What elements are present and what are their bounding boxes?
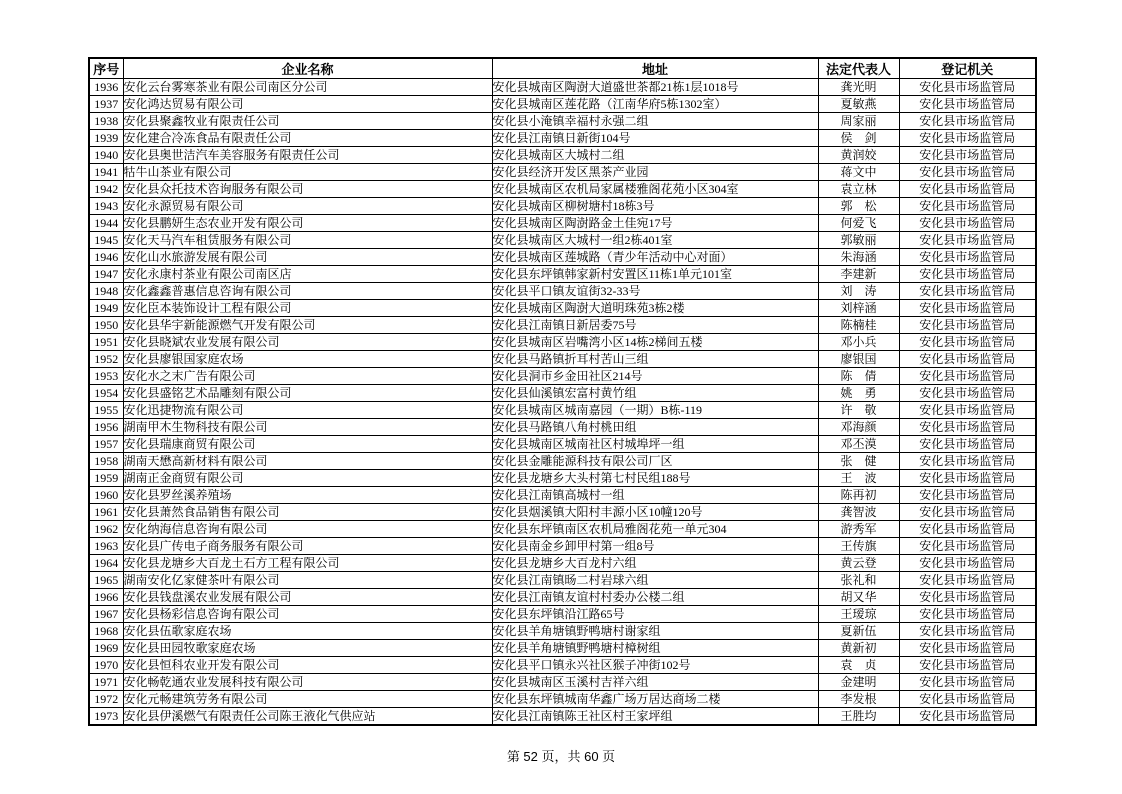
cell-registration-authority: 安化县市场监管局 — [899, 504, 1036, 521]
cell-company-name: 安化县恒科农业开发有限公司 — [123, 657, 492, 674]
cell-address: 安化县城南区陶澍大道盛世茶都21栋1层1018号 — [492, 79, 818, 96]
cell-company-name: 湖南安化亿家健茶叶有限公司 — [123, 572, 492, 589]
page-number-footer: 第 52 页，共 60 页 — [506, 749, 616, 764]
cell-serial: 1973 — [89, 708, 123, 726]
cell-company-name: 安化县华宇新能源燃气开发有限公司 — [123, 317, 492, 334]
cell-legal-representative: 黄润姣 — [818, 147, 899, 164]
cell-legal-representative: 张礼和 — [818, 572, 899, 589]
table-row — [89, 453, 1036, 470]
table-row — [89, 572, 1036, 589]
cell-address: 安化县羊角塘镇野鸭塘村樟树组 — [492, 640, 818, 657]
cell-address: 安化县城南区莲花路（江南华府5栋1302室） — [492, 96, 818, 113]
cell-address: 安化县城南区大城村二组 — [492, 147, 818, 164]
cell-serial: 1948 — [89, 283, 123, 300]
cell-serial: 1971 — [89, 674, 123, 691]
table-row — [89, 504, 1036, 521]
table-row — [89, 419, 1036, 436]
cell-serial: 1952 — [89, 351, 123, 368]
cell-company-name: 安化鑫鑫普惠信息咨询有限公司 — [123, 283, 492, 300]
cell-serial: 1946 — [89, 249, 123, 266]
cell-legal-representative: 陈楠桂 — [818, 317, 899, 334]
cell-legal-representative: 王传旗 — [818, 538, 899, 555]
table-row — [89, 385, 1036, 402]
cell-serial: 1972 — [89, 691, 123, 708]
cell-address: 安化县平口镇友谊街32-33号 — [492, 283, 818, 300]
cell-serial: 1950 — [89, 317, 123, 334]
table-row — [89, 708, 1036, 726]
cell-serial: 1947 — [89, 266, 123, 283]
cell-company-name: 安化山水旅游发展有限公司 — [123, 249, 492, 266]
cell-serial: 1969 — [89, 640, 123, 657]
table-row — [89, 317, 1036, 334]
table-row — [89, 96, 1036, 113]
cell-company-name: 安化县瑞康商贸有限公司 — [123, 436, 492, 453]
cell-registration-authority: 安化县市场监管局 — [899, 266, 1036, 283]
cell-serial: 1942 — [89, 181, 123, 198]
header-address: 地址 — [492, 58, 818, 79]
cell-registration-authority: 安化县市场监管局 — [899, 317, 1036, 334]
cell-company-name: 安化县奥世洁汽车美容服务有限责任公司 — [123, 147, 492, 164]
cell-legal-representative: 黄云登 — [818, 555, 899, 572]
table-row — [89, 249, 1036, 266]
cell-address: 安化县江南镇陈王社区村王家坪组 — [492, 708, 818, 726]
cell-legal-representative: 周家丽 — [818, 113, 899, 130]
table-row — [89, 334, 1036, 351]
cell-company-name: 安化县伍歌家庭农场 — [123, 623, 492, 640]
cell-legal-representative: 李建新 — [818, 266, 899, 283]
cell-legal-representative: 游秀军 — [818, 521, 899, 538]
cell-legal-representative: 蒋文中 — [818, 164, 899, 181]
cell-registration-authority: 安化县市场监管局 — [899, 521, 1036, 538]
table-row — [89, 232, 1036, 249]
cell-registration-authority: 安化县市场监管局 — [899, 708, 1036, 726]
cell-company-name: 安化县伊溪燃气有限责任公司陈王液化气供应站 — [123, 708, 492, 726]
cell-registration-authority: 安化县市场监管局 — [899, 402, 1036, 419]
cell-address: 安化县江南镇高城村一组 — [492, 487, 818, 504]
cell-address: 安化县城南区柳树塘村18栋3号 — [492, 198, 818, 215]
cell-serial: 1967 — [89, 606, 123, 623]
cell-registration-authority: 安化县市场监管局 — [899, 249, 1036, 266]
cell-serial: 1937 — [89, 96, 123, 113]
cell-registration-authority: 安化县市场监管局 — [899, 538, 1036, 555]
table-row — [89, 623, 1036, 640]
cell-address: 安化县江南镇日新街104号 — [492, 130, 818, 147]
cell-registration-authority: 安化县市场监管局 — [899, 691, 1036, 708]
cell-address: 安化县经济开发区黑茶产业园 — [492, 164, 818, 181]
cell-legal-representative: 王胜均 — [818, 708, 899, 726]
cell-legal-representative: 郭敏丽 — [818, 232, 899, 249]
cell-serial: 1965 — [89, 572, 123, 589]
cell-registration-authority: 安化县市场监管局 — [899, 470, 1036, 487]
cell-address: 安化县东坪镇南区农机局雅阁花苑一单元304 — [492, 521, 818, 538]
cell-serial: 1961 — [89, 504, 123, 521]
cell-legal-representative: 龚光明 — [818, 79, 899, 96]
table-row — [89, 266, 1036, 283]
cell-serial: 1936 — [89, 79, 123, 96]
cell-serial: 1964 — [89, 555, 123, 572]
cell-registration-authority: 安化县市场监管局 — [899, 589, 1036, 606]
table-row — [89, 130, 1036, 147]
header-company-name: 企业名称 — [123, 58, 492, 79]
cell-legal-representative: 黄新初 — [818, 640, 899, 657]
cell-serial: 1968 — [89, 623, 123, 640]
cell-address: 安化县仙溪镇宏富村黄竹组 — [492, 385, 818, 402]
table-header-row — [89, 58, 1036, 79]
cell-serial: 1938 — [89, 113, 123, 130]
cell-registration-authority: 安化县市场监管局 — [899, 487, 1036, 504]
cell-address: 安化县小淹镇幸福村永强二组 — [492, 113, 818, 130]
cell-registration-authority: 安化县市场监管局 — [899, 181, 1036, 198]
cell-company-name: 安化县盛铭艺术品雕刻有限公司 — [123, 385, 492, 402]
cell-serial: 1963 — [89, 538, 123, 555]
cell-address: 安化县城南区大城村一组2栋401室 — [492, 232, 818, 249]
cell-address: 安化县南金乡卸甲村第一组8号 — [492, 538, 818, 555]
cell-serial: 1958 — [89, 453, 123, 470]
table-row — [89, 368, 1036, 385]
cell-legal-representative: 侯 剑 — [818, 130, 899, 147]
cell-registration-authority: 安化县市场监管局 — [899, 164, 1036, 181]
cell-registration-authority: 安化县市场监管局 — [899, 334, 1036, 351]
cell-legal-representative: 邓小兵 — [818, 334, 899, 351]
cell-registration-authority: 安化县市场监管局 — [899, 113, 1036, 130]
table-row — [89, 691, 1036, 708]
table-row — [89, 351, 1036, 368]
cell-registration-authority: 安化县市场监管局 — [899, 606, 1036, 623]
cell-company-name: 安化县众托技术咨询服务有限公司 — [123, 181, 492, 198]
table-row — [89, 657, 1036, 674]
table-row — [89, 181, 1036, 198]
table-row — [89, 538, 1036, 555]
enterprise-registry-table — [88, 57, 1037, 726]
table-row — [89, 589, 1036, 606]
cell-serial: 1960 — [89, 487, 123, 504]
cell-company-name: 安化建合冷冻食品有限责任公司 — [123, 130, 492, 147]
cell-legal-representative: 金建明 — [818, 674, 899, 691]
header-serial: 序号 — [89, 58, 123, 79]
cell-legal-representative: 廖银国 — [818, 351, 899, 368]
cell-registration-authority: 安化县市场监管局 — [899, 232, 1036, 249]
cell-address: 安化县江南镇友谊村村委办公楼二组 — [492, 589, 818, 606]
cell-address: 安化县马路镇折耳村苦山三组 — [492, 351, 818, 368]
cell-legal-representative: 龚智波 — [818, 504, 899, 521]
cell-address: 安化县洞市乡金田社区214号 — [492, 368, 818, 385]
cell-serial: 1966 — [89, 589, 123, 606]
cell-company-name: 安化县聚鑫牧业有限责任公司 — [123, 113, 492, 130]
cell-serial: 1956 — [89, 419, 123, 436]
cell-address: 安化县平口镇永兴社区猴子冲街102号 — [492, 657, 818, 674]
cell-address: 安化县马路镇八角村桃田组 — [492, 419, 818, 436]
cell-registration-authority: 安化县市场监管局 — [899, 674, 1036, 691]
table-row — [89, 470, 1036, 487]
cell-company-name: 湖南天懋高新材料有限公司 — [123, 453, 492, 470]
cell-address: 安化县江南镇旸二村岩球六组 — [492, 572, 818, 589]
cell-company-name: 安化县晓斌农业发展有限公司 — [123, 334, 492, 351]
cell-serial: 1959 — [89, 470, 123, 487]
cell-serial: 1957 — [89, 436, 123, 453]
cell-company-name: 安化纳海信息咨询有限公司 — [123, 521, 492, 538]
cell-company-name: 安化臣本装饰设计工程有限公司 — [123, 300, 492, 317]
cell-legal-representative: 郭 松 — [818, 198, 899, 215]
table-row — [89, 198, 1036, 215]
table-row — [89, 113, 1036, 130]
cell-serial: 1945 — [89, 232, 123, 249]
cell-company-name: 湖南甲木生物科技有限公司 — [123, 419, 492, 436]
cell-legal-representative: 李发根 — [818, 691, 899, 708]
cell-address: 安化县城南区农机局家属楼雅阁花苑小区304室 — [492, 181, 818, 198]
cell-registration-authority: 安化县市场监管局 — [899, 453, 1036, 470]
cell-registration-authority: 安化县市场监管局 — [899, 130, 1036, 147]
cell-company-name: 安化永康村茶业有限公司南区店 — [123, 266, 492, 283]
table-row — [89, 674, 1036, 691]
cell-registration-authority: 安化县市场监管局 — [899, 198, 1036, 215]
cell-address: 安化县城南区城南嘉园（一期）B栋-119 — [492, 402, 818, 419]
cell-company-name: 安化县龙塘乡大百龙土石方工程有限公司 — [123, 555, 492, 572]
cell-legal-representative: 王 波 — [818, 470, 899, 487]
cell-company-name: 安化永源贸易有限公司 — [123, 198, 492, 215]
cell-company-name: 安化县杨彩信息咨询有限公司 — [123, 606, 492, 623]
cell-address: 安化县城南区陶澍路金土佳宛17号 — [492, 215, 818, 232]
cell-serial: 1954 — [89, 385, 123, 402]
cell-serial: 1940 — [89, 147, 123, 164]
cell-legal-representative: 何爱飞 — [818, 215, 899, 232]
table-row — [89, 215, 1036, 232]
cell-serial: 1941 — [89, 164, 123, 181]
cell-registration-authority: 安化县市场监管局 — [899, 96, 1036, 113]
cell-company-name: 安化县萧然食品销售有限公司 — [123, 504, 492, 521]
cell-legal-representative: 张 健 — [818, 453, 899, 470]
cell-address: 安化县城南区莲城路（青少年活动中心对面） — [492, 249, 818, 266]
cell-company-name: 安化县罗丝溪养殖场 — [123, 487, 492, 504]
table-row — [89, 640, 1036, 657]
cell-registration-authority: 安化县市场监管局 — [899, 419, 1036, 436]
cell-legal-representative: 胡又华 — [818, 589, 899, 606]
cell-registration-authority: 安化县市场监管局 — [899, 215, 1036, 232]
cell-company-name: 湖南正金商贸有限公司 — [123, 470, 492, 487]
table-body — [89, 79, 1036, 726]
table-row — [89, 147, 1036, 164]
cell-legal-representative: 袁立林 — [818, 181, 899, 198]
cell-registration-authority: 安化县市场监管局 — [899, 572, 1036, 589]
cell-address: 安化县东坪镇城南华鑫广场万居达商场二楼 — [492, 691, 818, 708]
cell-registration-authority: 安化县市场监管局 — [899, 351, 1036, 368]
cell-serial: 1949 — [89, 300, 123, 317]
cell-registration-authority: 安化县市场监管局 — [899, 640, 1036, 657]
cell-serial: 1970 — [89, 657, 123, 674]
cell-serial: 1955 — [89, 402, 123, 419]
table-row — [89, 283, 1036, 300]
cell-serial: 1953 — [89, 368, 123, 385]
cell-legal-representative: 朱海涵 — [818, 249, 899, 266]
table-row — [89, 487, 1036, 504]
table-row — [89, 79, 1036, 96]
cell-registration-authority: 安化县市场监管局 — [899, 657, 1036, 674]
cell-registration-authority: 安化县市场监管局 — [899, 385, 1036, 402]
cell-registration-authority: 安化县市场监管局 — [899, 555, 1036, 572]
table-row — [89, 555, 1036, 572]
cell-legal-representative: 夏敏燕 — [818, 96, 899, 113]
cell-company-name: 安化畅乾通农业发展科技有限公司 — [123, 674, 492, 691]
table-row — [89, 606, 1036, 623]
cell-address: 安化县龙塘乡大头村第七村民组188号 — [492, 470, 818, 487]
cell-address: 安化县城南区玉溪村吉祥六组 — [492, 674, 818, 691]
cell-company-name: 安化鸿达贸易有限公司 — [123, 96, 492, 113]
table-row — [89, 436, 1036, 453]
cell-registration-authority: 安化县市场监管局 — [899, 623, 1036, 640]
cell-company-name: 安化云台雾寒茶业有限公司南区分公司 — [123, 79, 492, 96]
cell-address: 安化县东坪镇韩家新村安置区11栋1单元101室 — [492, 266, 818, 283]
cell-address: 安化县金雕能源科技有限公司厂区 — [492, 453, 818, 470]
cell-registration-authority: 安化县市场监管局 — [899, 283, 1036, 300]
cell-legal-representative: 邓丕漠 — [818, 436, 899, 453]
table-row — [89, 402, 1036, 419]
cell-address: 安化县东坪镇沿江路65号 — [492, 606, 818, 623]
cell-company-name: 安化县鹏妍生态农业开发有限公司 — [123, 215, 492, 232]
cell-company-name: 安化天马汽车租赁服务有限公司 — [123, 232, 492, 249]
table-row — [89, 164, 1036, 181]
cell-address: 安化县羊角塘镇野鸭塘村谢家组 — [492, 623, 818, 640]
cell-legal-representative: 陈 倩 — [818, 368, 899, 385]
cell-company-name: 安化县廖银国家庭农场 — [123, 351, 492, 368]
cell-legal-representative: 姚 勇 — [818, 385, 899, 402]
cell-legal-representative: 夏新伍 — [818, 623, 899, 640]
cell-address: 安化县城南区城南社区村城埠坪一组 — [492, 436, 818, 453]
cell-address: 安化县烟溪镇大阳村丰源小区10幢120号 — [492, 504, 818, 521]
cell-serial: 1939 — [89, 130, 123, 147]
cell-company-name: 安化县钱盘溪农业发展有限公司 — [123, 589, 492, 606]
table-row — [89, 300, 1036, 317]
header-legal-representative: 法定代表人 — [818, 58, 899, 79]
cell-registration-authority: 安化县市场监管局 — [899, 368, 1036, 385]
cell-legal-representative: 袁 贞 — [818, 657, 899, 674]
cell-company-name: 安化水之末广告有限公司 — [123, 368, 492, 385]
cell-serial: 1943 — [89, 198, 123, 215]
cell-address: 安化县城南区岩嘴湾小区14栋2梯间五楼 — [492, 334, 818, 351]
cell-legal-representative: 刘 涛 — [818, 283, 899, 300]
cell-address: 安化县城南区陶澍大道明珠苑3栋2楼 — [492, 300, 818, 317]
cell-serial: 1962 — [89, 521, 123, 538]
cell-registration-authority: 安化县市场监管局 — [899, 79, 1036, 96]
cell-serial: 1944 — [89, 215, 123, 232]
cell-company-name: 牯牛山茶业有限公司 — [123, 164, 492, 181]
cell-legal-representative: 王瑷琼 — [818, 606, 899, 623]
cell-legal-representative: 陈再初 — [818, 487, 899, 504]
cell-company-name: 安化县广传电子商务服务有限公司 — [123, 538, 492, 555]
header-registration-authority: 登记机关 — [899, 58, 1036, 79]
cell-company-name: 安化迅捷物流有限公司 — [123, 402, 492, 419]
cell-legal-representative: 邓海颜 — [818, 419, 899, 436]
cell-address: 安化县江南镇日新居委75号 — [492, 317, 818, 334]
cell-legal-representative: 刘梓涵 — [818, 300, 899, 317]
cell-registration-authority: 安化县市场监管局 — [899, 147, 1036, 164]
cell-serial: 1951 — [89, 334, 123, 351]
cell-registration-authority: 安化县市场监管局 — [899, 300, 1036, 317]
cell-address: 安化县龙塘乡大百龙村六组 — [492, 555, 818, 572]
cell-registration-authority: 安化县市场监管局 — [899, 436, 1036, 453]
cell-legal-representative: 许 敬 — [818, 402, 899, 419]
cell-company-name: 安化元畅建筑劳务有限公司 — [123, 691, 492, 708]
table-row — [89, 521, 1036, 538]
cell-company-name: 安化县田园牧歌家庭农场 — [123, 640, 492, 657]
